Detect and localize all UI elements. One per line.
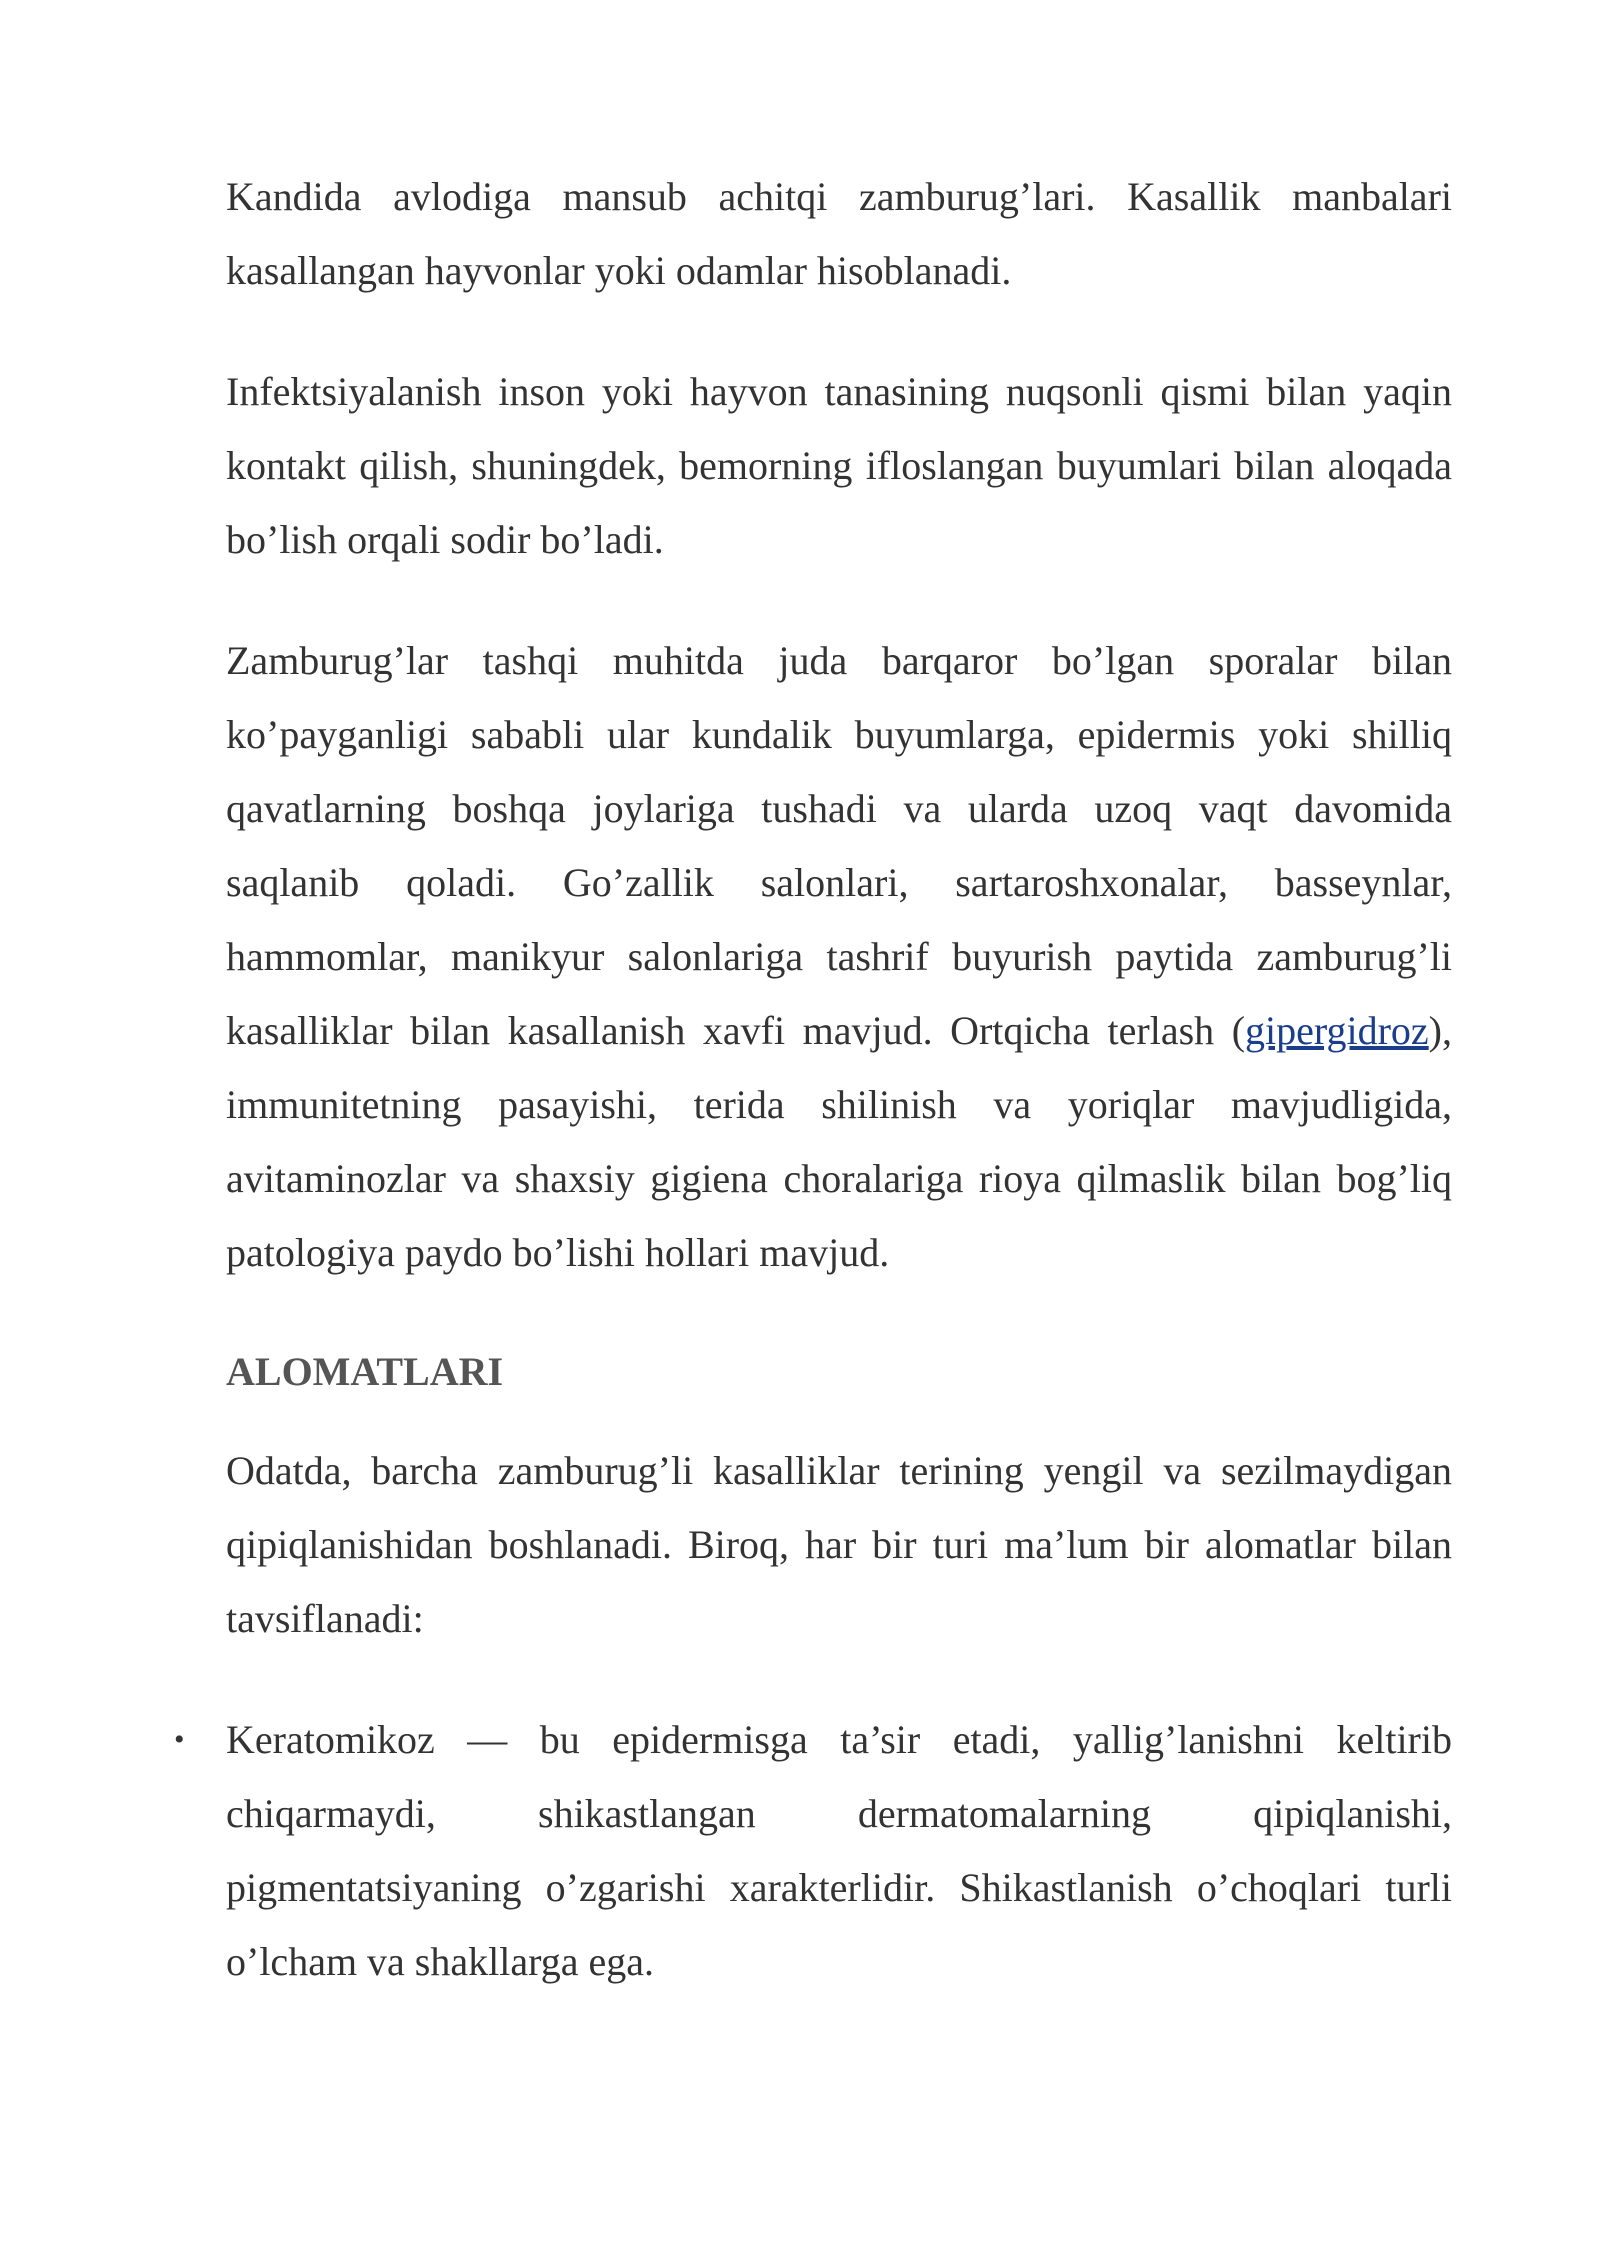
- paragraph-risk-factors-text-start: Zamburug’lar tashqi muhitda juda barqaror bo’lgan sporalar bilan ko’payganligi sababli ular kundalik buyumlarga, epidermis yoki shilliq qavatlarning boshqa joylariga tushadi va ularda uzoq vaqt davomida saqlanib qoladi. Go’zallik salonlari, sartaroshxonalar, basseynlar, hammomlar, manikyur salonlariga tashrif buyurish paytida zamburug’li kasalliklar bilan kasallanish xavfi mavjud. Ortqicha terlash (: [226, 638, 1452, 1053]
- bullet-dot-icon: •: [174, 1723, 185, 1756]
- paragraph-sources: Kandida avlodiga mansub achitqi zamburug’lari. Kasallik manbalari kasallangan hayvonlar yoki odamlar hisoblanadi.: [226, 174, 1452, 293]
- symptoms-list: [174, 1703, 1452, 1999]
- section-heading-symptoms: ALOMATLARI: [226, 1349, 504, 1394]
- list-item: [174, 1703, 1452, 1999]
- document-page: [174, 160, 1452, 1999]
- paragraph-risk-factors: [226, 624, 1452, 1290]
- list-item-text: Keratomikoz — bu epidermisga ta’sir etadi, yallig’lanishni keltirib chiqarmaydi, shikastlangan dermatomalarning qipiqlanishi, pigmentatsiyaning o’zgarishi xarakterlidir. Shikastlanish o’choqlari turli o’lcham va shakllarga ega.: [226, 1717, 1452, 1984]
- paragraph-infection: Infektsiyalanish inson yoki hayvon tanasining nuqsonli qismi bilan yaqin kontakt qilish, shuningdek, bemorning ifloslangan buyumlari bilan aloqada bo’lish orqali sodir bo’ladi.: [226, 369, 1452, 562]
- gipergidroz-link[interactable]: gipergidroz: [1245, 1008, 1429, 1053]
- paragraph-symptoms-intro: Odatda, barcha zamburug’li kasalliklar terining yengil va sezilmaydigan qipiqlanishidan boshlanadi. Biroq, har bir turi ma’lum bir alomatlar bilan tavsiflanadi:: [226, 1448, 1452, 1641]
- paragraph-risk-factors-text-end: ), immunitetning pasayishi, terida shilinish va yoriqlar mavjudligida, avitaminozlar va shaxsiy gigiena choralariga rioya qilmaslik bilan bog’liq patologiya paydo bo’lishi hollari mavjud.: [226, 1008, 1452, 1275]
